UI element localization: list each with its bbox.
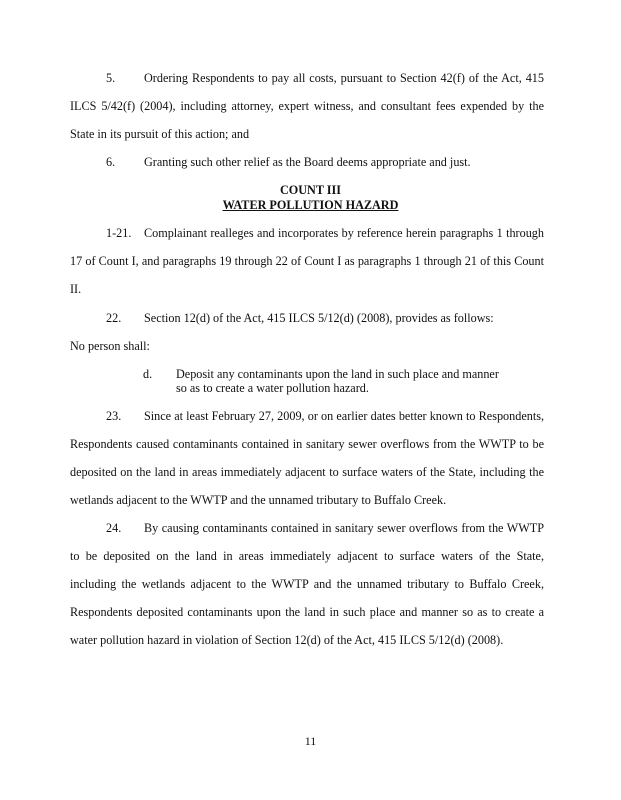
- paragraph-23-line-3: deposited on the land in areas immediately adjacent to surface waters of the State, including the: [70, 465, 544, 479]
- paragraph-5-line-1: [70, 70, 544, 86]
- paragraph-22-line-1: [70, 310, 544, 326]
- paragraph-24-line-4: Respondents deposited contaminants upon the land in such place and manner so as to create a: [70, 605, 544, 619]
- paragraph-6-number: 6.: [106, 155, 116, 169]
- paragraph-24-line-5: water pollution hazard in violation of Section 12(d) of the Act, 415 ILCS 5/12(d) (2008).: [70, 633, 504, 647]
- paragraph-24-number: 24.: [106, 521, 122, 535]
- quoted-subsection-line-2: so as to create a water pollution hazard.: [176, 381, 369, 395]
- paragraph-5-line-2: ILCS 5/42(f) (2004), including attorney, expert witness, and consultant fees expended by the: [70, 99, 544, 113]
- paragraph-24-line-2: to be deposited on the land in areas immediately adjacent to surface waters of the State,: [70, 549, 544, 563]
- paragraph-24-line-1: [70, 520, 544, 536]
- paragraph-22-number: 22.: [106, 311, 122, 325]
- page-number: 11: [304, 734, 317, 748]
- paragraph-1-21-line-2: 17 of Count I, and paragraphs 19 through 22 of Count I as paragraphs 1 through 21 of this Count: [70, 254, 544, 268]
- quoted-subsection-line-1: Deposit any contaminants upon the land in such place and manner: [176, 367, 499, 381]
- paragraph-22-text-1: Section 12(d) of the Act, 415 ILCS 5/12(d) (2008), provides as follows:: [144, 311, 494, 325]
- no-person-shall: No person shall:: [70, 339, 150, 353]
- paragraph-1-21-text-1: Complainant realleges and incorporates by reference herein paragraphs 1 through: [144, 226, 544, 240]
- paragraph-24-line-3: including the wetlands adjacent to the WWTP and the unnamed tributary to Buffalo Creek,: [70, 577, 544, 591]
- paragraph-23-text-1: Since at least February 27, 2009, or on earlier dates better known to Respondents,: [144, 409, 544, 423]
- paragraph-23-line-1: [70, 408, 544, 424]
- paragraph-1-21-line-3: II.: [70, 282, 82, 296]
- count-heading: COUNT III: [279, 183, 342, 197]
- paragraph-5-line-3: State in its pursuit of this action; and: [70, 127, 250, 141]
- paragraph-23-number: 23.: [106, 409, 122, 423]
- count-title: WATER POLLUTION HAZARD: [222, 198, 399, 212]
- paragraph-1-21-number: 1-21.: [106, 226, 132, 240]
- paragraph-5-text-1: Ordering Respondents to pay all costs, pursuant to Section 42(f) of the Act, 415: [144, 71, 544, 85]
- paragraph-5-number: 5.: [106, 71, 116, 85]
- paragraph-1-21-line-1: [70, 225, 544, 241]
- paragraph-23-line-2: Respondents caused contaminants contained in sanitary sewer overflows from the WWTP to be: [70, 437, 544, 451]
- paragraph-6-text-1: Granting such other relief as the Board deems appropriate and just.: [144, 155, 471, 169]
- paragraph-24-text-1: By causing contaminants contained in sanitary sewer overflows from the WWTP: [144, 521, 544, 535]
- paragraph-6-line-1: [70, 154, 544, 170]
- paragraph-23-line-4: wetlands adjacent to the WWTP and the unnamed tributary to Buffalo Creek.: [70, 493, 447, 507]
- quoted-subsection-letter: d.: [143, 367, 153, 381]
